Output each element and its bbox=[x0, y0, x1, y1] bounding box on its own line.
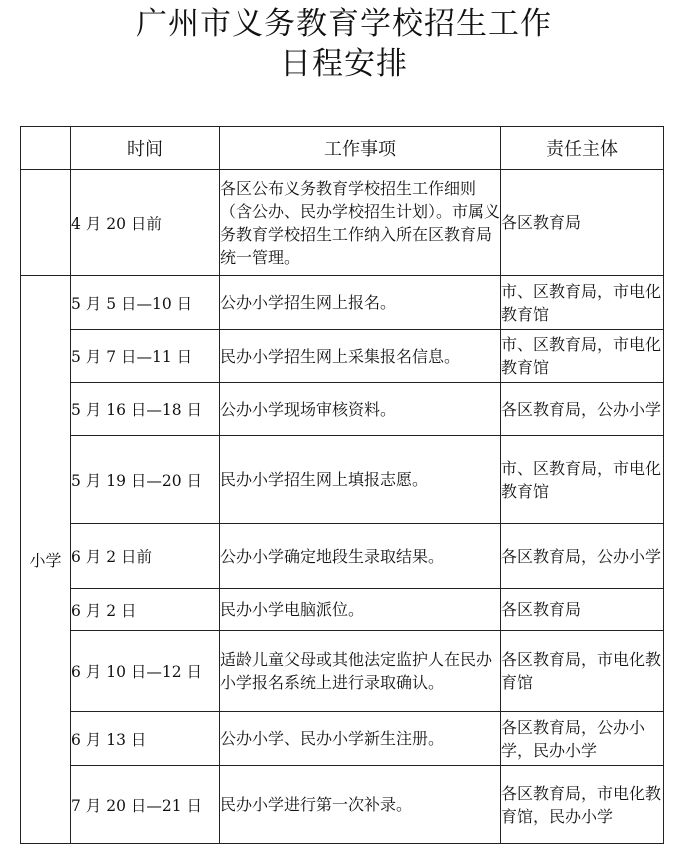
responsible-cell: 市、区教育局，市电化教育馆 bbox=[501, 276, 664, 330]
responsible-cell: 各区教育局，市电化教育馆，民办小学 bbox=[501, 766, 664, 844]
table-row bbox=[21, 766, 664, 844]
table-row bbox=[21, 170, 664, 276]
item-cell: 各区公布义务教育学校招生工作细则（含公办、民办学校招生计划）。市属义务教育学校招生工作纳入所在区教育局统一管理。 bbox=[220, 170, 501, 276]
table-row bbox=[21, 436, 664, 524]
time-cell: 4 月 20 日前 bbox=[71, 170, 220, 276]
responsible-cell: 各区教育局，市电化教育馆 bbox=[501, 631, 664, 712]
table-row bbox=[21, 276, 664, 330]
page-subtitle: 日程安排 bbox=[280, 46, 408, 82]
item-cell: 公办小学招生网上报名。 bbox=[220, 276, 501, 330]
header-item: 工作事项 bbox=[220, 127, 501, 170]
time-cell: 5 月 7 日—11 日 bbox=[71, 330, 220, 383]
schedule-table bbox=[20, 126, 664, 844]
responsible-cell: 各区教育局 bbox=[501, 589, 664, 631]
page-title: 广州市义务教育学校招生工作 bbox=[136, 6, 552, 42]
item-cell: 公办小学现场审核资料。 bbox=[220, 383, 501, 436]
item-cell: 民办小学招生网上采集报名信息。 bbox=[220, 330, 501, 383]
responsible-cell: 各区教育局 bbox=[501, 170, 664, 276]
item-cell: 公办小学确定地段生录取结果。 bbox=[220, 524, 501, 589]
item-cell: 民办小学招生网上填报志愿。 bbox=[220, 436, 501, 524]
table-row bbox=[21, 330, 664, 383]
responsible-cell: 市、区教育局，市电化教育馆 bbox=[501, 436, 664, 524]
header-time: 时间 bbox=[71, 127, 220, 170]
time-cell: 6 月 13 日 bbox=[71, 712, 220, 766]
group-cell-empty bbox=[21, 170, 71, 276]
header-group bbox=[21, 127, 71, 170]
group-cell-primary: 小学 bbox=[21, 276, 71, 844]
header-row bbox=[21, 127, 664, 170]
time-cell: 5 月 19 日—20 日 bbox=[71, 436, 220, 524]
header-responsible: 责任主体 bbox=[501, 127, 664, 170]
item-cell: 公办小学、民办小学新生注册。 bbox=[220, 712, 501, 766]
item-cell: 民办小学进行第一次补录。 bbox=[220, 766, 501, 844]
time-cell: 6 月 10 日—12 日 bbox=[71, 631, 220, 712]
table-row bbox=[21, 383, 664, 436]
item-cell: 民办小学电脑派位。 bbox=[220, 589, 501, 631]
responsible-cell: 市、区教育局，市电化教育馆 bbox=[501, 330, 664, 383]
responsible-cell: 各区教育局，公办小学 bbox=[501, 383, 664, 436]
time-cell: 6 月 2 日前 bbox=[71, 524, 220, 589]
item-cell: 适龄儿童父母或其他法定监护人在民办小学报名系统上进行录取确认。 bbox=[220, 631, 501, 712]
table-row bbox=[21, 712, 664, 766]
table-row bbox=[21, 524, 664, 589]
time-cell: 5 月 16 日—18 日 bbox=[71, 383, 220, 436]
time-cell: 6 月 2 日 bbox=[71, 589, 220, 631]
time-cell: 7 月 20 日—21 日 bbox=[71, 766, 220, 844]
responsible-cell: 各区教育局，公办小学，民办小学 bbox=[501, 712, 664, 766]
time-cell: 5 月 5 日—10 日 bbox=[71, 276, 220, 330]
table-row bbox=[21, 631, 664, 712]
responsible-cell: 各区教育局，公办小学 bbox=[501, 524, 664, 589]
table-row bbox=[21, 589, 664, 631]
